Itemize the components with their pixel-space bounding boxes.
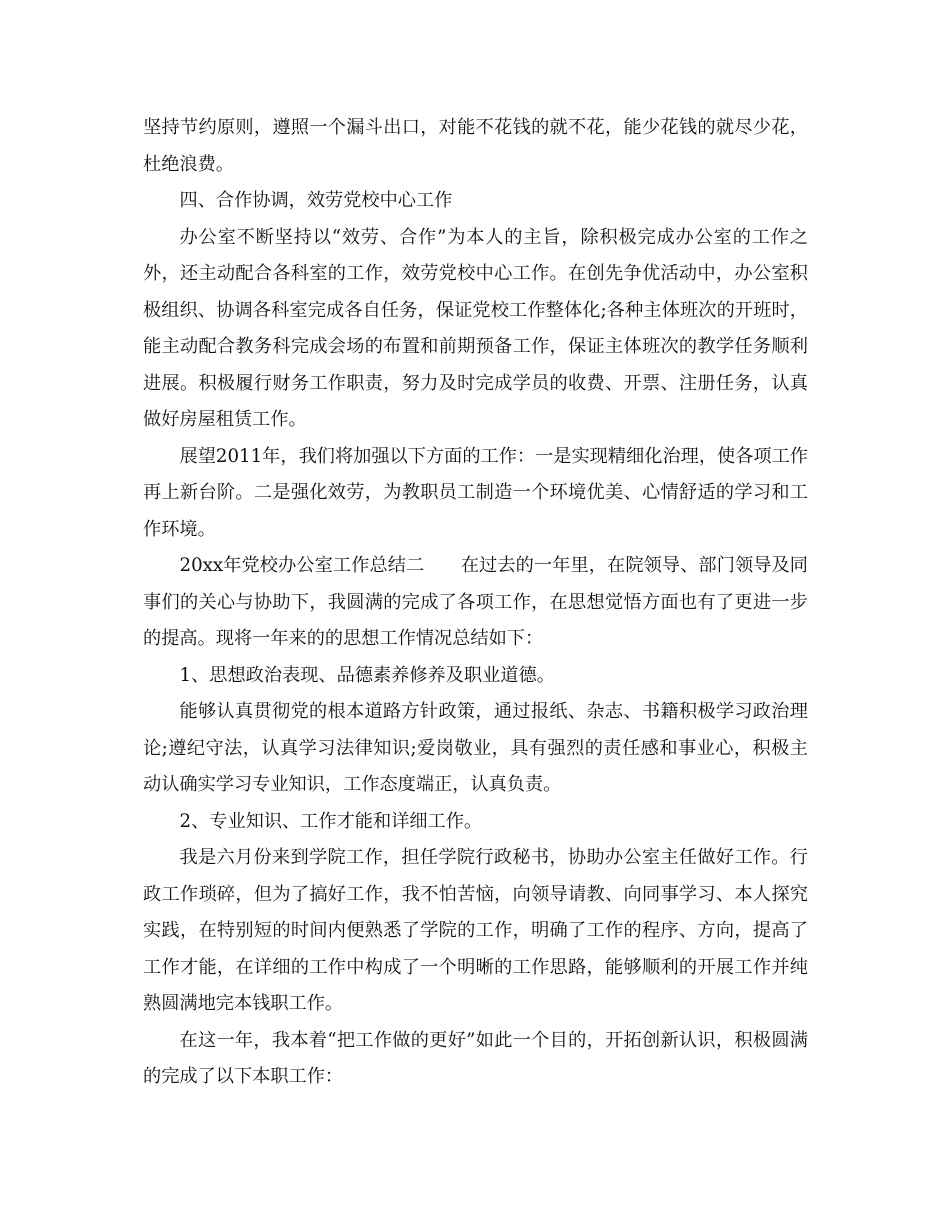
- subheading-1: 1、思想政治表现、品德素养修养及职业道德。: [179, 664, 555, 686]
- paragraph-1: 坚持节约原则，遵照一个漏斗出口，对能不花钱的就不花，能少花钱的就尽少花，杜绝浪费。: [143, 117, 808, 175]
- paragraph-10: 在这一年，我本着“把工作做的更好”如此一个目的，开拓创新认识，积极圆满的完成了以下本职工作：: [143, 1029, 808, 1087]
- section-heading-4: 四、合作协调，效劳党校中心工作: [179, 190, 453, 211]
- paragraph-9: 我是六月份来到学院工作，担任学院行政秘书，协助办公室主任做好工作。行政工作琐碎，但为了搞好工作，我不怕苦恼，向领导请教、向同事学习、本人探究实践，在特别短的时间内便熟悉了学院的工作，明确了工作的程序、方向，提高了工作才能，在详细的工作中构成了一个明晰的工作思路，能够顺利的开展工作并纯熟圆满地完本钱职工作。: [143, 847, 808, 1014]
- subheading-2: 2、专业知识、工作才能和详细工作。: [179, 810, 483, 832]
- document-page: [143, 110, 808, 1096]
- paragraph-5: 20xx年党校办公室工作总结二 在过去的一年里，在院领导、部门领导及同事们的关心与协助下，我圆满的完成了各项工作，在思想觉悟方面也有了更进一步的提高。现将一年来的的思想工作情况总结如下：: [143, 555, 808, 649]
- paragraph-3: 办公室不断坚持以“效劳、合作”为本人的主旨，除积极完成办公室的工作之外，还主动配合各科室的工作，效劳党校中心工作。在创先争优活动中，办公室积极组织、协调各科室完成各自任务，保证党校工作整体化;各种主体班次的开班时，能主动配合教务科完成会场的布置和前期预备工作，保证主体班次的教学任务顺利进展。积极履行财务工作职责，努力及时完成学员的收费、开票、注册任务，认真做好房屋租赁工作。: [143, 226, 808, 430]
- paragraph-4: 展望2011年，我们将加强以下方面的工作：一是实现精细化治理，使各项工作再上新台阶。二是强化效劳，为教职员工制造一个环境优美、心情舒适的学习和工作环境。: [143, 445, 808, 540]
- paragraph-7: 能够认真贯彻党的根本道路方针政策，通过报纸、杂志、书籍积极学习政治理论;遵纪守法，认真学习法律知识;爱岗敬业，具有强烈的责任感和事业心，积极主动认确实学习专业知识，工作态度端正，认真负责。: [143, 701, 808, 795]
